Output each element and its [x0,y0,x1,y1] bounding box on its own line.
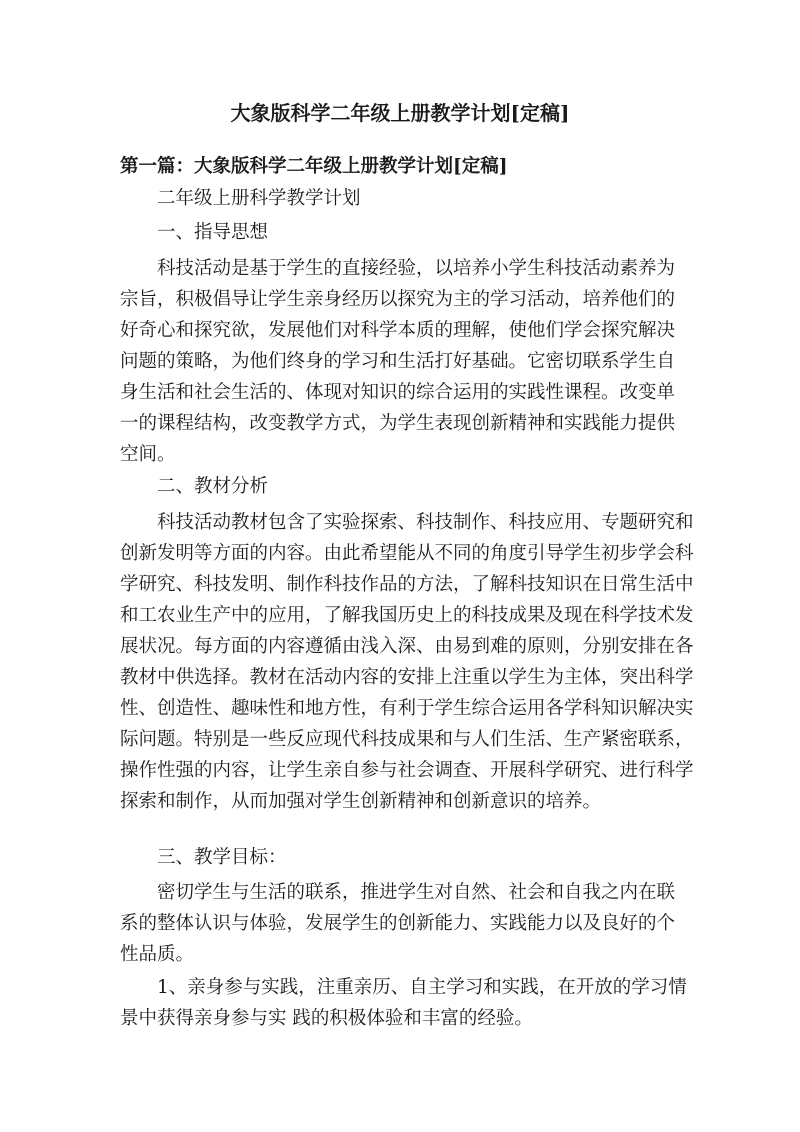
paragraph-line: 和工农业生产中的应用，了解我国历史上的科技成果及现在科学技术发 [120,605,694,626]
chapter-title: 第一篇：大象版科学二年级上册教学计划[定稿] [120,156,508,177]
paragraph-line: 问题的策略，为他们终身的学习和生活打好基础。它密切联系学生自 [120,351,676,372]
paragraph-line: 景中获得亲身参与实 践的积极体验和丰富的经验。 [120,1008,533,1029]
paragraph-line: 学研究、科技发明、制作科技作品的方法，了解科技知识在日常生活中 [120,574,694,595]
paragraph-line: 科技活动教材包含了实验探索、科技制作、科技应用、专题研究和 [157,512,694,533]
paragraph-line: 密切学生与生活的联系，推进学生对自然、社会和自我之内在联 [157,882,676,903]
paragraph-line: 身生活和社会生活的、体现对知识的综合运用的实践性课程。改变单 [120,382,676,403]
section-heading-guiding-ideology: 一、指导思想 [157,222,269,243]
paragraph-line: 科技活动是基于学生的直接经验，以培养小学生科技活动素养为 [157,258,676,279]
paragraph-line: 创新发明等方面的内容。由此希望能从不同的角度引导学生初步学会科 [120,543,694,564]
section-heading-textbook-analysis: 二、教材分析 [157,476,269,497]
paragraph-line: 空间。 [120,444,176,465]
paragraph-line: 一的课程结构，改变教学方式，为学生表现创新精神和实践能力提供 [120,413,676,434]
paragraph-line: 际问题。特别是一些反应现代科技成果和与人们生活、生产紧密联系， [120,729,694,750]
paragraph-line: 探索和制作，从而加强对学生创新精神和创新意识的培养。 [120,791,602,812]
paragraph-line: 展状况。每方面的内容遵循由浅入深、由易到难的原则，分别安排在各 [120,636,694,657]
paragraph-line: 1、亲身参与实践，注重亲历、自主学习和实践，在开放的学习情 [157,977,687,998]
paragraph-line: 教材中供选择。教材在活动内容的安排上注重以学生为主体，突出科学 [120,667,694,688]
document-subtitle: 二年级上册科学教学计划 [157,188,361,209]
paragraph-line: 性品质。 [120,944,195,965]
document-title: 大象版科学二年级上册教学计划[定稿] [230,101,570,125]
section-heading-teaching-goals: 三、教学目标： [157,847,287,868]
paragraph-line: 宗旨，积极倡导让学生亲身经历以探究为主的学习活动，培养他们的 [120,289,676,310]
paragraph-line: 好奇心和探究欲，发展他们对科学本质的理解，使他们学会探究解决 [120,320,676,341]
paragraph-line: 性、创造性、趣味性和地方性，有利于学生综合运用各学科知识解决实 [120,698,694,719]
paragraph-line: 系的整体认识与体验，发展学生的创新能力、实践能力以及良好的个 [120,913,676,934]
paragraph-line: 操作性强的内容，让学生亲自参与社会调查、开展科学研究、进行科学 [120,760,694,781]
